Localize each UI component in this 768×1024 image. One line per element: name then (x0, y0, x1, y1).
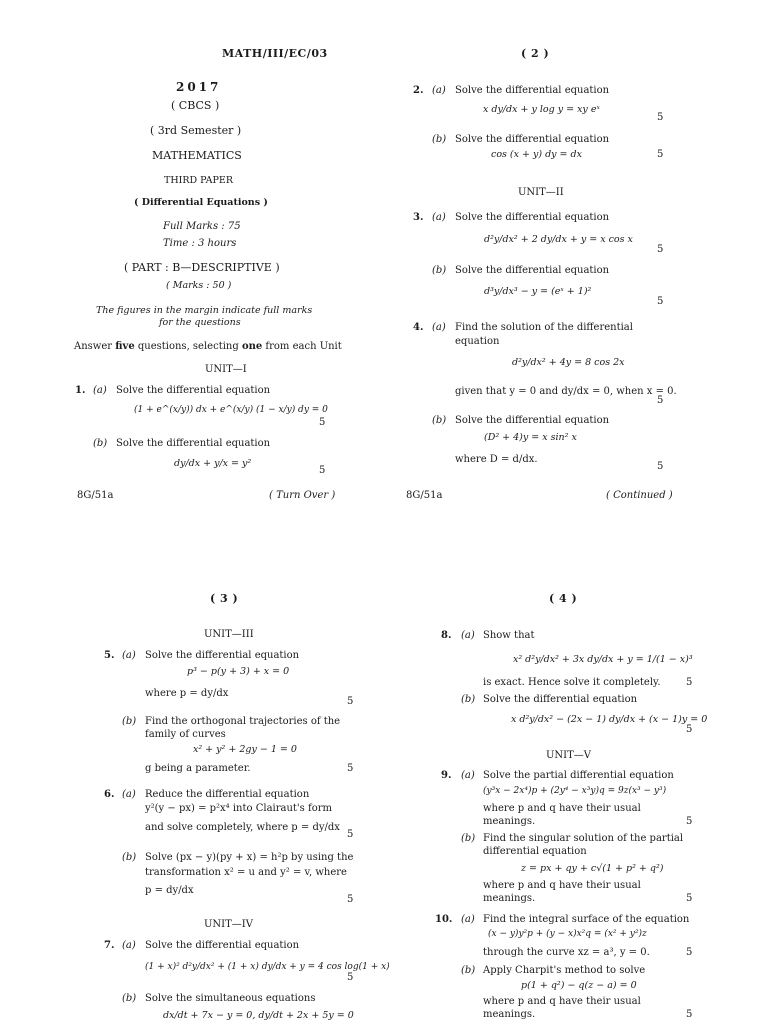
question-text: Solve the differential equation (455, 85, 610, 96)
equation: p³ − p(y + 3) + x = 0 (187, 666, 290, 677)
marks: 5 (657, 395, 664, 406)
footer-note: ( Turn Over ) (269, 490, 336, 501)
margin-note-line1: The figures in the margin indicate full marks (96, 305, 313, 316)
question-text: Solve the differential equation (455, 134, 610, 145)
equation: (y³x − 2x⁴)p + (2y⁴ − x³y)q = 9z(x³ − y³) (483, 786, 667, 796)
marks: 5 (657, 112, 664, 123)
part-heading: ( PART : B—DESCRIPTIVE ) (124, 261, 280, 274)
marks: 5 (686, 816, 693, 827)
part-label: (a) (432, 212, 446, 223)
question-text: Find the solution of the differential (455, 322, 633, 333)
question-number: 5. (104, 650, 115, 661)
equation: d²y/dx² + 2 dy/dx + y = x cos x (484, 234, 633, 245)
page-number: ( 3 ) (210, 592, 239, 605)
marks: 5 (657, 461, 664, 472)
part-label: (a) (432, 322, 446, 333)
equation: (D² + 4)y = x sin² x (484, 432, 577, 443)
question-text: Show that (483, 630, 535, 641)
question-text: Find the integral surface of the equation (483, 914, 690, 925)
unit-heading: UNIT—I (205, 364, 247, 375)
question-number: 3. (413, 212, 424, 223)
part-label: (b) (432, 134, 447, 145)
question-text: g being a parameter. (145, 763, 251, 774)
question-number: 2. (413, 85, 424, 96)
question-text: where D = d/dx. (455, 454, 538, 465)
part-label: (a) (122, 940, 136, 951)
marks: 5 (657, 244, 664, 255)
page-number: ( 4 ) (549, 592, 578, 605)
unit-heading: UNIT—IV (204, 919, 253, 930)
part-marks: ( Marks : 50 ) (166, 280, 232, 291)
marks: 5 (319, 417, 326, 428)
equation: (1 + e^(x/y)) dx + e^(x/y) (1 − x/y) dy = 0 (134, 405, 328, 415)
instructions: Answer five questions, selecting one from each Unit (74, 341, 342, 352)
unit-heading: UNIT—V (546, 750, 592, 761)
question-text: p = dy/dx (145, 885, 194, 896)
full-marks: Full Marks : 75 (163, 221, 241, 232)
equation: x² + y² + 2gy − 1 = 0 (193, 744, 297, 755)
marks: 5 (319, 465, 326, 476)
paper-number: THIRD PAPER (164, 175, 234, 186)
equation: d²y/dx² + 4y = 8 cos 2x (512, 357, 625, 368)
part-label: (a) (122, 650, 136, 661)
question-text: family of curves (145, 729, 226, 740)
question-text: and solve completely, where p = dy/dx (145, 822, 340, 833)
question-text: Apply Charpit's method to solve (483, 965, 646, 976)
equation: cos (x + y) dy = dx (491, 149, 582, 160)
time-allowed: Time : 3 hours (163, 238, 237, 249)
marks: 5 (686, 947, 693, 958)
footer-code: 8G/51a (77, 490, 114, 501)
part-label: (b) (432, 415, 447, 426)
footer-note: ( Continued ) (606, 490, 673, 501)
question-number: 4. (413, 322, 424, 333)
page-number: ( 2 ) (521, 47, 550, 60)
equation: d³y/dx³ − y = (eˣ + 1)² (484, 286, 592, 297)
question-text: meanings. (483, 1009, 536, 1020)
equation: (x − y)y²p + (y − x)x²q = (x² + y²)z (488, 929, 647, 939)
question-text: Solve the differential equation (455, 265, 610, 276)
footer-code: 8G/51a (406, 490, 443, 501)
equation: (1 + x)² d²y/dx² + (1 + x) dy/dx + y = 4 cos log(1 + x) (145, 962, 390, 972)
marks: 5 (686, 677, 693, 688)
question-text: is exact. Hence solve it completely. (483, 677, 661, 688)
margin-note-line2: for the questions (159, 317, 241, 328)
equation: x² d²y/dx² + 3x dy/dx + y = 1/(1 − x)³ (513, 654, 693, 665)
marks: 5 (657, 296, 664, 307)
subject: MATHEMATICS (152, 149, 242, 162)
marks: 5 (347, 696, 354, 707)
question-text: Solve the differential equation (455, 212, 610, 223)
part-label: (b) (461, 965, 476, 976)
question-text: Solve (px − y)(py + x) = h²p by using the (145, 852, 354, 863)
marks: 5 (657, 149, 664, 160)
question-text: meanings. (483, 893, 536, 904)
question-text: differential equation (483, 846, 587, 857)
exam-year: 2017 (176, 80, 222, 94)
question-text: Find the orthogonal trajectories of the (145, 716, 341, 727)
part-label: (b) (461, 694, 476, 705)
question-text: Solve the differential equation (145, 940, 300, 951)
marks: 5 (347, 894, 354, 905)
part-label: (a) (432, 85, 446, 96)
part-label: (a) (93, 385, 107, 396)
question-text: where p and q have their usual (483, 880, 641, 891)
unit-heading: UNIT—II (518, 187, 564, 198)
question-number: 7. (104, 940, 115, 951)
part-label: (a) (122, 789, 136, 800)
equation: dx/dt + 7x − y = 0, dy/dt + 2x + 5y = 0 (163, 1010, 354, 1021)
question-text: Solve the simultaneous equations (145, 993, 316, 1004)
part-label: (b) (122, 716, 137, 727)
marks: 5 (347, 972, 354, 983)
question-text: equation (455, 336, 500, 347)
question-number: 9. (441, 770, 452, 781)
question-number: 8. (441, 630, 452, 641)
question-number: 6. (104, 789, 115, 800)
question-text: Reduce the differential equation (145, 789, 310, 800)
equation: x dy/dx + y log y = xy eˣ (483, 104, 600, 115)
equation: x d²y/dx² − (2x − 1) dy/dx + (x − 1)y = 0 (511, 714, 708, 725)
equation: z = px + qy + c√(1 + p² + q²) (521, 863, 664, 874)
question-text: given that y = 0 and dy/dx = 0, when x = 0. (455, 386, 677, 397)
question-number: 1. (75, 385, 86, 396)
marks: 5 (686, 893, 693, 904)
marks: 5 (347, 763, 354, 774)
part-label: (b) (122, 993, 137, 1004)
question-text: Solve the differential equation (145, 650, 300, 661)
question-text: Solve the differential equation (116, 438, 271, 449)
part-label: (b) (122, 852, 137, 863)
equation: p(1 + q²) − q(z − a) = 0 (521, 980, 637, 991)
part-label: (b) (461, 833, 476, 844)
question-text: where p = dy/dx (145, 688, 229, 699)
question-number: 10. (435, 914, 453, 925)
scheme: ( CBCS ) (171, 99, 220, 112)
question-text: Find the singular solution of the partial (483, 833, 684, 844)
question-text: transformation x² = u and y² = v, where (145, 867, 347, 878)
part-label: (a) (461, 914, 475, 925)
part-label: (b) (432, 265, 447, 276)
unit-heading: UNIT—III (204, 629, 254, 640)
question-text: meanings. (483, 816, 536, 827)
question-text: Solve the differential equation (483, 694, 638, 705)
semester: ( 3rd Semester ) (150, 124, 242, 137)
marks: 5 (686, 1009, 693, 1020)
marks: 5 (686, 724, 693, 735)
marks: 5 (347, 829, 354, 840)
part-label: (b) (93, 438, 108, 449)
question-text: Solve the partial differential equation (483, 770, 674, 781)
part-label: (a) (461, 630, 475, 641)
question-text: through the curve xz = a³, y = 0. (483, 947, 650, 958)
question-text: y²(y − px) = p²x⁴ into Clairaut's form (145, 803, 332, 814)
question-text: Solve the differential equation (116, 385, 271, 396)
paper-title: ( Differential Equations ) (134, 197, 268, 208)
paper-code: MATH/III/EC/03 (222, 47, 328, 60)
question-text: Solve the differential equation (455, 415, 610, 426)
question-text: where p and q have their usual (483, 803, 641, 814)
equation: dy/dx + y/x = y² (174, 458, 252, 469)
part-label: (a) (461, 770, 475, 781)
question-text: where p and q have their usual (483, 996, 641, 1007)
